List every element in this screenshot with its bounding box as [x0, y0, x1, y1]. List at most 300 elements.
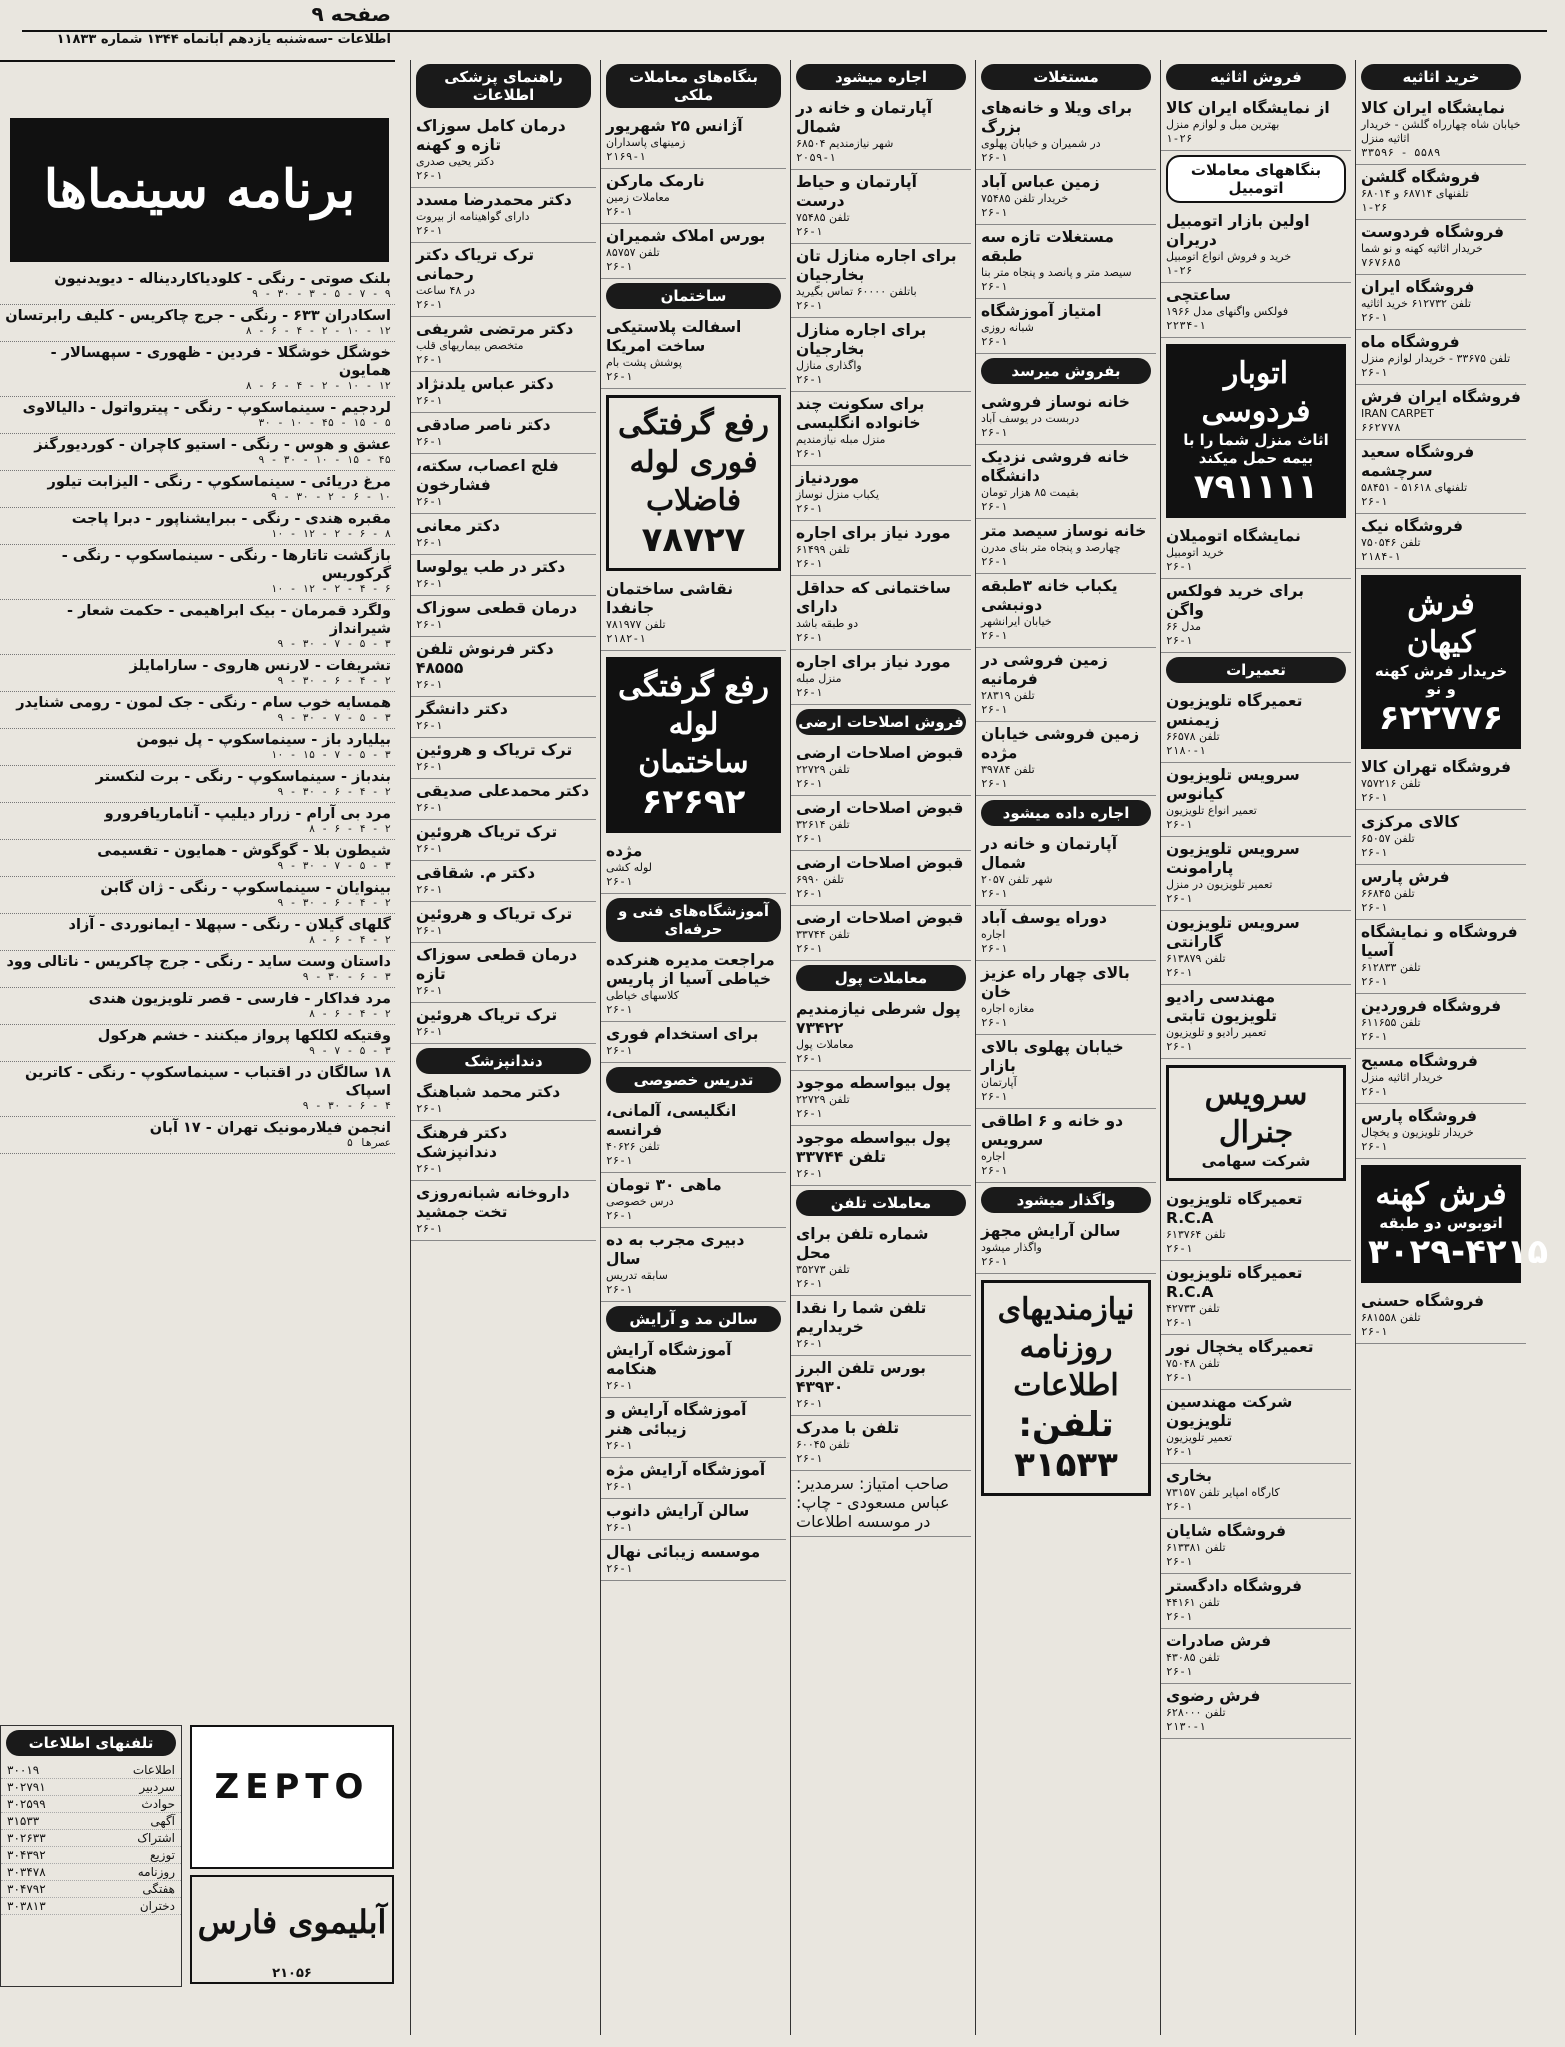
ad-code: ۲۶-۱ [416, 924, 443, 937]
cinema-showtimes: ۸ - ۶ - ۴ - ۲ [308, 1008, 391, 1020]
ad-title: نقاشی ساختمان جانفدا [606, 580, 734, 617]
classified-ad [791, 796, 971, 851]
ad-body: تلفن ۶۵۰۵۷ [1361, 832, 1415, 845]
cinema-showtimes: ۹ - ۳۰ - ۱۰ - ۱۵ - ۴۵ [258, 454, 391, 466]
classified-ad [411, 637, 596, 697]
classified-ad [1161, 1390, 1351, 1464]
ad-code: ۲۶-۱ [981, 555, 1008, 568]
ad-title: موسسه زیبائی نهال [606, 1543, 761, 1561]
classified-ad [791, 244, 971, 318]
ad-body: معاملات پول [796, 1038, 854, 1051]
ad-title: فروشگاه سعید سرچشمه [1361, 443, 1475, 480]
ad-code: ۲۶-۱ [606, 260, 633, 273]
classified-ad [791, 170, 971, 244]
ad-title: تعمیرگاه تلویزیون R.C.A [1166, 1264, 1303, 1301]
classified-ad [976, 170, 1156, 225]
ad-title: آپارتمان و حیاط درست [796, 173, 917, 210]
ad-title: آموزشگاه آرایش هنکامه [606, 1341, 732, 1378]
classified-ad [601, 1458, 786, 1499]
ad-body: تلفن ۴۰۶۲۶ [606, 1140, 660, 1153]
ad-code: ۲۶-۱ [416, 618, 443, 631]
classified-ad [791, 521, 971, 576]
classified-ad [976, 299, 1156, 354]
ad-title: دو خانه و ۶ اطاقی سرویس [981, 1112, 1124, 1149]
ad-body: تلفن ۷۸۱۹۷۷ [606, 618, 666, 631]
ad-body: لوله کشی [606, 861, 652, 874]
ad-code: ۲۶-۱ [1361, 366, 1388, 379]
abiliumi-name: آبلیموی فارس [197, 1903, 387, 1941]
ad-title: خانه نوساز سیصد متر [981, 522, 1147, 540]
ad-title: برای اجاره منازل تان بخارجیان [796, 247, 957, 284]
ad-title: تعمیرگاه تلویزیون R.C.A [1166, 1190, 1303, 1227]
ad-code: ۲۶-۱ [416, 719, 443, 732]
cinema-showtimes: ۹ - ۳۰ - ۷ - ۵ - ۳ [277, 638, 391, 650]
ad-title: انگلیسی، آلمانی، فرانسه [606, 1102, 737, 1139]
cinema-list [0, 268, 395, 1154]
classified-ad [411, 454, 596, 514]
classified-ad [1356, 385, 1526, 440]
ad-body: بقیمت ۸۵ هزار تومان [981, 486, 1079, 499]
classified-ad [791, 851, 971, 906]
ad-title: فروشگاه تهران کالا [1361, 758, 1512, 776]
ad-body: دارای گواهینامه از بیروت [416, 210, 530, 223]
cinema-item [0, 951, 395, 988]
ad-body: تعمیر رادیو و تلویزیون [1166, 1026, 1267, 1039]
section-header: آموزشگاه‌های فنی و حرفه‌ای [606, 898, 781, 942]
cinema-banner [10, 118, 389, 262]
cinema-showtimes: ۳۰ - ۱۰ - ۴۵ - ۱۵ - ۵ [258, 417, 391, 429]
ad-body: تلفنهای ۶۸۷۱۴ و ۶۸۰۱۴ [1361, 187, 1469, 200]
ad-body: تلفن ۶۱۱۶۵۵ [1361, 1016, 1421, 1029]
ad-body: در شمیران و خیابان پهلوی [981, 137, 1101, 150]
ad-code: ۲۶-۱ [1361, 1030, 1388, 1043]
classified-ad [1356, 220, 1526, 275]
classified-ad [411, 943, 596, 1003]
classified-ad [411, 243, 596, 317]
ad-title: مورد نیاز برای اجاره [796, 524, 951, 542]
ad-code: ۲۶-۱ [1361, 1325, 1388, 1338]
ad-code: ۲۶-۱ [1166, 1040, 1193, 1053]
ad-body: چهارصد و پنجاه متر بنای مدرن [981, 541, 1121, 554]
ad-body: واگذاری منازل [796, 359, 862, 372]
classified-ad [1356, 440, 1526, 514]
classified-ad [791, 1296, 971, 1356]
ad-body: خیابان ایرانشهر [981, 615, 1052, 628]
ad-title: فروشگاه مسیح [1361, 1052, 1478, 1070]
cinema-item [0, 729, 395, 766]
ad-body: در ۴۸ ساعت [416, 284, 475, 297]
column-sales [1160, 60, 1351, 2035]
cinema-item [0, 1062, 395, 1117]
ad-body: منزل مبله نیازمندیم [796, 433, 886, 446]
display-ad-title: رفع گرفتگی لوله ساختمان [617, 669, 770, 780]
classified-ad [411, 1003, 596, 1044]
ad-code: ۲۶-۱ [796, 631, 823, 644]
phone-label: دختران [139, 1899, 175, 1913]
ad-title: فروشگاه ماه [1361, 333, 1460, 351]
phone-label: اشتراک [137, 1831, 175, 1845]
classified-ad [1161, 524, 1351, 579]
ad-title: فلج اعصاب، سکته، فشارخون [416, 457, 559, 494]
cinema-film-name: انجمن فیلارمونیک تهران - ۱۷ آبان [149, 1120, 391, 1136]
ad-body: تلفن ۸۵۷۵۷ [606, 246, 660, 259]
ad-title: خانه نوساز فروشی [981, 393, 1130, 411]
phones-box [0, 1725, 182, 1987]
classified-ad [411, 317, 596, 372]
ad-code: ۲۰۵۹-۱ [796, 151, 836, 164]
ad-code: ۲۶-۱ [796, 1052, 823, 1065]
ad-body: تلفنهای ۵۱۶۱۸ - ۵۸۴۵۱ [1361, 481, 1468, 494]
phone-label: توزیع [149, 1848, 175, 1862]
cinema-film-name: تشریفات - لارنس هاروی - سارامایلز [129, 658, 391, 674]
cinema-showtimes: ۱۰ - ۱۲ - ۲ - ۴ - ۶ [270, 583, 391, 595]
cinema-item [0, 914, 395, 951]
ad-body: فولکس واگنهای مدل ۱۹۶۶ [1166, 305, 1289, 318]
ad-title: سالن آرایش مجهز [981, 1222, 1121, 1240]
ad-code: ۲۶-۱ [416, 353, 443, 366]
classified-ad [601, 114, 786, 169]
cinema-item [0, 655, 395, 692]
ad-title: برای اجاره منازل بخارجیان [796, 321, 927, 358]
cinema-film-name: لردجیم - سینماسکوپ - رنگی - پیترواتول - دالیالاوی [22, 400, 391, 416]
ad-title: فروشگاه پارس [1361, 1107, 1478, 1125]
phones-title: تلفنهای اطلاعات [6, 1730, 176, 1756]
ad-code: ۶۶۲۷۷۸ [1361, 421, 1401, 434]
ad-code: ۲۶-۱ [1361, 791, 1388, 804]
ad-code: ۲۶-۱ [1166, 1371, 1193, 1384]
ad-code: ۲۶-۱ [416, 298, 443, 311]
classified-ad [1356, 1049, 1526, 1104]
ad-code: ۲۶-۱ [1166, 892, 1193, 905]
ad-code: ۲۶-۱ [981, 777, 1008, 790]
ad-code: ۲۶-۱ [416, 394, 443, 407]
classified-ad [1161, 1261, 1351, 1335]
ad-body: یکباب منزل نوساز [796, 488, 880, 501]
section-header: اجاره داده میشود [981, 800, 1151, 826]
display-ad-box [606, 657, 781, 833]
phone-number: ۳۰۳۸۱۳ [7, 1899, 46, 1913]
ad-title: مستغلات تازه سه طبقه [981, 228, 1114, 265]
ad-body: شهر تلفن ۲۰۵۷ [981, 873, 1053, 886]
ad-title: خیابان پهلوی بالای بازار [981, 1038, 1124, 1075]
display-ad-title: فرش کیهان [1406, 587, 1476, 660]
cinema-showtimes: ۹ - ۳۰ - ۶ - ۴ [302, 1100, 391, 1112]
section-header: بفروش میرسد [981, 358, 1151, 384]
ad-body: تلفن ۶۰۰۴۵ [796, 1438, 850, 1451]
cinema-showtimes: ۹ - ۳۰ - ۶ - ۴ - ۲ [277, 897, 391, 909]
classified-ad [791, 1222, 971, 1296]
ad-body: تعمیر انواع تلویزیون [1166, 804, 1257, 817]
ad-title: نارمک مارکن [606, 172, 705, 190]
phone-row [1, 1847, 181, 1864]
column-realestate [975, 60, 1156, 2035]
ad-code: ۲۶-۱ [416, 678, 443, 691]
ad-body: تعمیر تلویزیون [1166, 1431, 1232, 1444]
section-header: فروش اثاثیه [1166, 64, 1346, 90]
ad-body: تلفن ۲۸۳۱۹ [981, 689, 1035, 702]
ad-title: فروشگاه ایران فرش [1361, 388, 1521, 406]
ad-code: ۲۶-۱ [796, 447, 823, 460]
ad-title: فروشگاه فردوست [1361, 223, 1505, 241]
ad-code: ۲۶-۱ [981, 1090, 1008, 1103]
ad-body: تلفن ۳۲۶۱۴ [796, 818, 850, 831]
cinema-showtimes: ۸ - ۶ - ۴ - ۲ - ۱۰ - ۱۲ [245, 380, 391, 392]
ad-code: ۲۶-۱ [1166, 634, 1193, 647]
ad-title: شرکت مهندسین تلویزیون [1166, 1393, 1293, 1430]
classified-ad [411, 779, 596, 820]
ad-title: تعمیرگاه یخچال نور [1166, 1338, 1314, 1356]
classified-ad [411, 188, 596, 243]
ad-code: ۲۶-۱ [796, 887, 823, 900]
ad-title: نمایشگاه اتومیلان [1166, 527, 1301, 545]
classified-ad [976, 832, 1156, 906]
phone-row [1, 1864, 181, 1881]
ad-code: ۲۶-۱ [606, 370, 633, 383]
ad-body: تلفن ۳۳۶۷۵ - خریدار لوازم منزل [1361, 352, 1511, 365]
ad-code: ۱-۲۶ [1361, 201, 1388, 214]
ad-body: تلفن ۶۶۵۷۸ [1166, 730, 1220, 743]
ad-title: تلفن با مدرک [796, 1419, 900, 1437]
ad-code: ۲۶-۱ [416, 1162, 443, 1175]
ad-title: برای استخدام فوری [606, 1025, 759, 1043]
section-header: واگذار میشود [981, 1187, 1151, 1213]
section-header: معاملات پول [796, 965, 966, 991]
ad-title: درمان قطعی سوزاک تازه [416, 946, 578, 983]
ad-title: دکتر ناصر صادقی [416, 416, 551, 434]
ad-code: ۲۶-۱ [606, 1154, 633, 1167]
ad-title: دکتر م. شقاقی [416, 864, 536, 882]
classified-ad [1161, 1519, 1351, 1574]
cinema-item [0, 803, 395, 840]
ad-code: ۲۶-۱ [416, 435, 443, 448]
ad-body: تلفن ۶۹۹۰ [796, 873, 844, 886]
ad-body: تلفن ۶۶۸۴۵ [1361, 887, 1415, 900]
ad-body: خرید اتومبیل [1166, 546, 1224, 559]
display-ad-title: نیازمندیهای روزنامه اطلاعات [997, 1292, 1135, 1403]
ad-title: اولین بازار اتومبیل دریران [1166, 212, 1310, 249]
cinema-showtimes: ۹ - ۳۰ - ۶ - ۴ - ۲ [277, 675, 391, 687]
ad-body: تلفن ۳۹۷۸۴ [981, 763, 1035, 776]
cinema-showtimes: ۹ - ۳۰ - ۶ - ۴ - ۲ [277, 786, 391, 798]
ad-body: تعمیر تلویزیون در منزل [1166, 878, 1273, 891]
ad-title: دکتر دانشگر [416, 700, 508, 718]
ad-title: درمان قطعی سوزاک [416, 599, 578, 617]
phone-row [1, 1796, 181, 1813]
phone-label: آگهی [150, 1814, 175, 1828]
ad-code: ۲۶-۱ [981, 1164, 1008, 1177]
ad-code: ۲۶-۱ [981, 280, 1008, 293]
ad-title: نمایشگاه ایران کالا [1361, 99, 1506, 117]
ad-body: خیابان شاه چهارراه گلشن - خریدار اثاثیه منزل [1361, 118, 1521, 145]
ad-title: دکتر معانی [416, 517, 501, 535]
classified-ad [1356, 275, 1526, 330]
classified-ad [791, 318, 971, 392]
cinema-film-name: گلهای گیلان - رنگی - سپهلا - ایمانوردی - آزاد [68, 917, 391, 933]
classified-ad [1356, 330, 1526, 385]
cinema-item [0, 342, 395, 397]
classified-ad [976, 225, 1156, 299]
classified-ad [601, 1540, 786, 1581]
classified-ad [976, 390, 1156, 445]
classified-ad [791, 1071, 971, 1126]
classified-ad [1161, 1684, 1351, 1739]
ad-body: زمینهای پاسداران [606, 136, 686, 149]
ad-code: ۲۶-۱ [796, 502, 823, 515]
ad-title: آموزشگاه آرایش مژه [606, 1461, 766, 1479]
ad-code: ۳۳۵۹۶ - ۵۵۸۹ [1361, 146, 1441, 159]
ad-body: اجاره [981, 1150, 1006, 1163]
ad-code: ۲۶-۱ [796, 1337, 823, 1350]
display-ad-subtitle: شرکت سهامی [1201, 1152, 1311, 1170]
ad-code: ۲۶-۱ [796, 1167, 823, 1180]
classified-ad [601, 1338, 786, 1398]
ad-code: ۲۶-۱ [1166, 1316, 1193, 1329]
ad-body: شهر نیازمندیم ۶۸۵۰۴ [796, 137, 894, 150]
classified-ad [1356, 994, 1526, 1049]
ad-body: خریدار تلفن ۷۵۴۸۵ [981, 192, 1069, 205]
ad-body: تلفن ۶۸۱۵۵۸ [1361, 1311, 1421, 1324]
classified-ad [411, 820, 596, 861]
section-header: معاملات تلفن [796, 1190, 966, 1216]
classified-ad [411, 738, 596, 779]
cinema-item [0, 1117, 395, 1154]
classified-ad [411, 861, 596, 902]
ad-title: امتیاز آموزشگاه [981, 302, 1102, 320]
ad-code: ۲۶-۱ [416, 1222, 443, 1235]
ad-code: ۲۶-۱ [1166, 818, 1193, 831]
classified-ad [411, 413, 596, 454]
ad-code: ۲۱۸۴-۱ [1361, 550, 1401, 563]
abiliumi-phone: ۲۱۰۵۶ [272, 1966, 312, 1981]
ad-body: دکتر یحیی صدری [416, 155, 495, 168]
ad-title: ترک تریاک هروئین [416, 823, 558, 841]
cinema-film-name: بازگشت تاتارها - رنگی - سینماسکوپ - رنگی - گرکوریس [61, 548, 391, 582]
classified-ad [1356, 165, 1526, 220]
ad-body: تلفن ۶۱۴۹۹ [796, 543, 850, 556]
ad-title: شماره تلفن برای محل [796, 1225, 929, 1262]
ad-title: قبوض اصلاحات ارضی [796, 744, 964, 762]
classified-ad [791, 1356, 971, 1416]
ad-code: ۲۶-۱ [1166, 1610, 1193, 1623]
ad-body: تلفن ۷۵۴۸۵ [796, 211, 850, 224]
ad-code: ۲۶-۱ [416, 760, 443, 773]
display-ad-phone: ۷۹۱۱۱۱ [1193, 467, 1319, 507]
ad-title: ترک تریاک هروئین [416, 1006, 558, 1024]
ad-body: تلفن ۴۲۷۳۳ [1166, 1302, 1220, 1315]
classified-ad [1161, 579, 1351, 653]
display-ad-phone: ۷۸۷۲۷ [641, 520, 746, 560]
ad-title: ترک تریاک و هروئین [416, 905, 573, 923]
ad-code: ۲۶-۱ [981, 1016, 1008, 1029]
ad-title: موردنیاز [796, 469, 860, 487]
ad-title: زمین فروشی در فرمانیه [981, 651, 1108, 688]
ad-code: ۲۶-۱ [981, 151, 1008, 164]
ad-body: بهترین مبل و لوازم منزل [1166, 118, 1280, 131]
ad-code: ۲۶-۱ [1166, 1555, 1193, 1568]
ad-title: فروشگاه دادگستر [1166, 1577, 1303, 1595]
ad-code: ۲۶-۱ [796, 1452, 823, 1465]
ad-body: معاملات زمین [606, 191, 670, 204]
cinema-film-name: بینوایان - سینماسکوپ - رنگی - ژان گابن [100, 880, 391, 896]
ad-code: ۲۶-۱ [981, 942, 1008, 955]
ad-code: ۲۶-۱ [981, 703, 1008, 716]
ad-code: ۲۶-۱ [416, 1025, 443, 1038]
phone-row [1, 1830, 181, 1847]
ad-code: ۲۶-۱ [1166, 1242, 1193, 1255]
cinema-showtimes: ۹ - ۳۰ - ۷ - ۵ - ۳ [277, 712, 391, 724]
ad-code: ۲۶-۱ [606, 1379, 633, 1392]
ad-title: فروشگاه نیک [1361, 517, 1464, 535]
display-ad-box [1361, 575, 1521, 749]
classified-ad [601, 839, 786, 894]
ad-body: اجاره [981, 928, 1006, 941]
ad-body: تلفن ۳۳۷۴۴ [796, 928, 850, 941]
phone-label: حوادث [141, 1797, 175, 1811]
cinema-item [0, 600, 395, 655]
ad-body: مدل ۶۶ [1166, 620, 1201, 633]
ad-body: دربست در یوسف آباد [981, 412, 1080, 425]
cinema-item [0, 545, 395, 600]
classified-ad [601, 948, 786, 1022]
display-ad-phone: تلفن: ۳۱۵۳۳ [1014, 1405, 1118, 1485]
cinema-showtimes: ۹ - ۳۰ - ۳ - ۵ - ۷ - ۹ [251, 288, 391, 300]
ad-code: ۲۶-۱ [606, 1439, 633, 1452]
cinema-showtimes: ۸ - ۶ - ۴ - ۲ [308, 934, 391, 946]
display-ad-box [606, 395, 781, 571]
cinema-item [0, 1025, 395, 1062]
display-ad-box [1361, 1165, 1549, 1283]
classified-ad [411, 1080, 596, 1121]
display-ad-title: فرش کهنه [1375, 1177, 1507, 1212]
phone-number: ۳۰۲۷۹۱ [7, 1780, 46, 1794]
display-ad-subtitle: خریدار فرش کهنه و نو [1374, 662, 1508, 698]
classified-ad [411, 1121, 596, 1181]
ad-code: ۲۶-۱ [1361, 846, 1388, 859]
zepto-logo: ZEPTO [214, 1767, 370, 1807]
ad-code: ۲۶-۱ [1166, 1445, 1193, 1458]
classified-ad [976, 1035, 1156, 1109]
phone-row [1, 1813, 181, 1830]
cinema-item [0, 508, 395, 545]
ad-title: داروخانه شبانه‌روزی تخت جمشید [416, 1184, 570, 1221]
ad-code: ۲۶-۱ [796, 1397, 823, 1410]
ad-title: برای خرید فولکس واگن [1166, 582, 1304, 619]
classified-ad [976, 574, 1156, 648]
ad-body: شبانه روزی [981, 321, 1034, 334]
ad-title: دوراه یوسف آباد [981, 909, 1107, 927]
cinema-showtimes: ۹ - ۳۰ - ۶ - ۳ [302, 971, 391, 983]
classified-ad [791, 1416, 971, 1471]
cinema-showtimes: ۸ - ۶ - ۴ - ۲ [308, 823, 391, 835]
ad-code: ۲۶-۱ [416, 169, 443, 182]
classified-ad [1356, 514, 1526, 569]
ad-code: ۲۶-۱ [606, 1283, 633, 1296]
classified-ad [411, 902, 596, 943]
ad-body: آپارتمان [981, 1076, 1017, 1089]
classified-ad [1161, 985, 1351, 1059]
ad-body: تلفن ۳۵۲۷۳ [796, 1263, 850, 1276]
ad-code: ۲۶-۱ [1166, 966, 1193, 979]
cinema-showtimes: ۹ - ۳۰ - ۲ - ۶ - ۱۰ [270, 491, 391, 503]
ad-title: زمین فروشی خیابان مژده [981, 725, 1140, 762]
ad-title: دکتر محمد شباهنگ [416, 1083, 561, 1101]
phone-row [1, 1779, 181, 1796]
classified-ad [1356, 810, 1526, 865]
ad-body: تلفن ۶۱۲۷۳۲ خرید اثاثیه [1361, 297, 1472, 310]
classified-ad [791, 650, 971, 705]
display-ad-phone: ۶۲۶۹۲ [641, 782, 746, 822]
section-header: تدریس خصوصی [606, 1067, 781, 1093]
